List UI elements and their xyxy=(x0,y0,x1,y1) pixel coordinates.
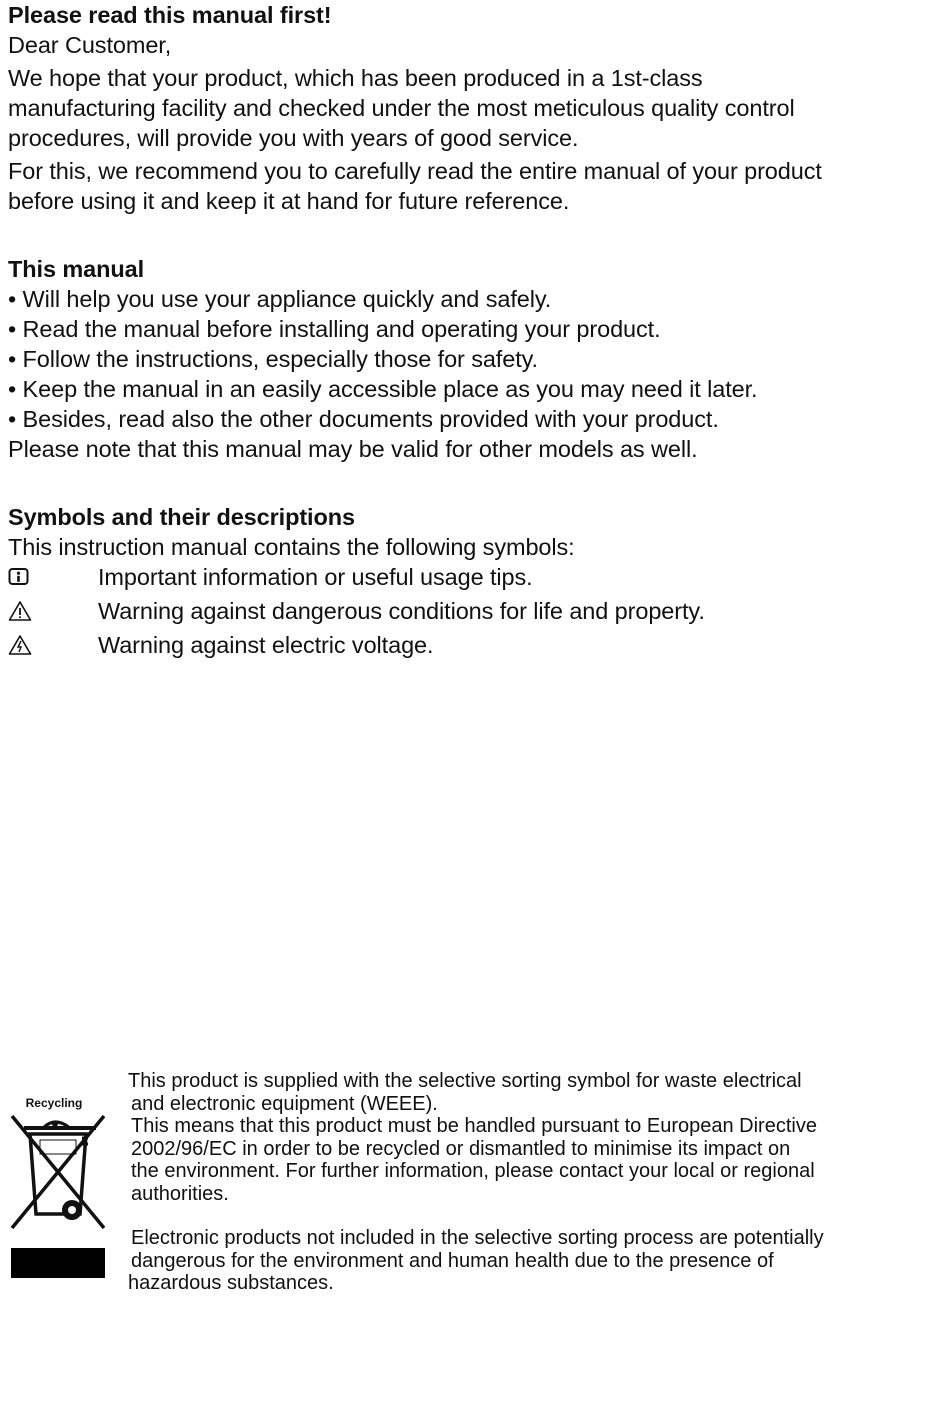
info-icon xyxy=(8,562,98,592)
symbols-intro: This instruction manual contains the following symbols: xyxy=(8,534,575,560)
symbol-description: Warning against dangerous conditions for life and property. xyxy=(98,598,705,624)
weee-logo xyxy=(8,1096,108,1278)
intro-line: procedures, will provide you with years of good service. xyxy=(8,125,579,151)
intro-line: manufacturing facility and checked under the most meticulous quality control xyxy=(8,95,795,121)
manual-bullet: • Besides, read also the other documents provided with your product. xyxy=(8,406,719,432)
manual-bullet: • Will help you use your appliance quickly and safely. xyxy=(8,286,552,312)
symbol-row xyxy=(8,630,938,660)
weee-line: This product is supplied with the selective sorting symbol for waste electrical xyxy=(128,1070,802,1092)
validity-note: Please note that this manual may be valid for other models as well. xyxy=(8,436,698,462)
weee-line: and electronic equipment (WEEE). xyxy=(131,1092,438,1115)
intro-line: before using it and keep it at hand for future reference. xyxy=(8,188,570,214)
weee-line: 2002/96/EC in order to be recycled or dismantled to minimise its impact on xyxy=(131,1137,791,1160)
this-manual-heading: This manual xyxy=(8,256,145,282)
weee-line: dangerous for the environment and human health due to the presence of xyxy=(131,1249,774,1272)
weee-line: hazardous substances. xyxy=(128,1272,334,1294)
weee-text xyxy=(128,1070,888,1295)
warning-triangle-icon xyxy=(8,596,98,626)
crossed-out-bin-icon xyxy=(8,1112,108,1232)
symbol-row xyxy=(8,562,938,592)
weee-line: authorities. xyxy=(131,1182,229,1205)
weee-line: This means that this product must be handled pursuant to European Directive xyxy=(131,1115,817,1137)
main-content xyxy=(8,0,938,664)
page-title: Please read this manual first! xyxy=(8,2,332,28)
manual-bullet: • Read the manual before installing and operating your product. xyxy=(8,316,661,342)
intro-line: We hope that your product, which has been produced in a 1st-class xyxy=(8,65,703,91)
symbol-description: Warning against electric voltage. xyxy=(98,632,434,658)
weee-line: the environment. For further information, please contact your local or regional xyxy=(131,1160,815,1182)
symbol-row xyxy=(8,596,938,626)
black-bar xyxy=(11,1248,105,1278)
weee-line: Electronic products not included in the selective sorting process are potentially xyxy=(131,1227,824,1249)
manual-bullet: • Follow the instructions, especially those for safety. xyxy=(8,346,538,372)
symbol-description: Important information or useful usage tips. xyxy=(98,564,533,590)
warning-triangle-icon xyxy=(8,630,98,660)
manual-bullet: • Keep the manual in an easily accessible place as you may need it later. xyxy=(8,376,758,402)
greeting: Dear Customer, xyxy=(8,32,172,58)
symbols-heading: Symbols and their descriptions xyxy=(8,504,355,530)
intro-line: For this, we recommend you to carefully read the entire manual of your product xyxy=(8,158,822,184)
recycling-label: Recycling xyxy=(25,1096,83,1110)
